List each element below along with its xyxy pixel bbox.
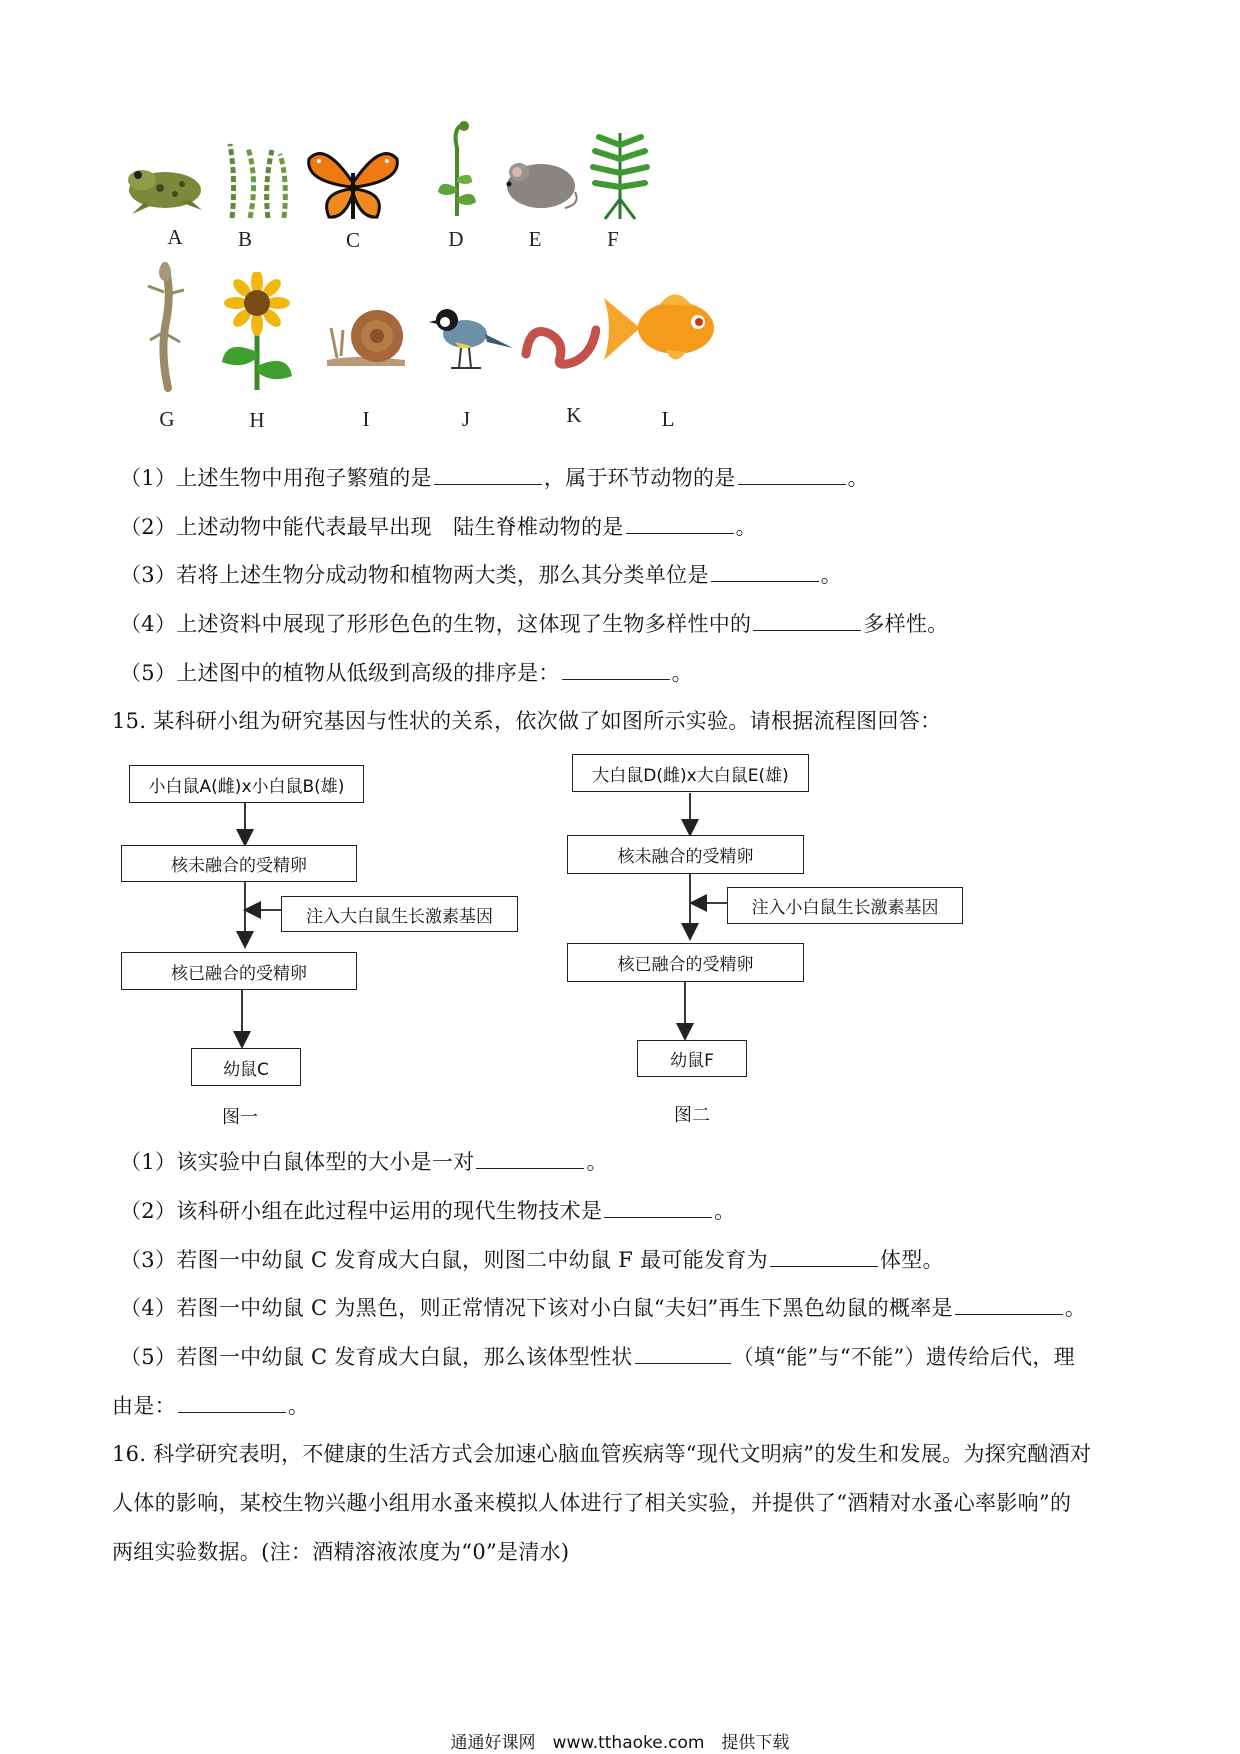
fig2-caption: 图二 [674,1105,710,1126]
answer-blank[interactable] [178,1390,286,1413]
fig1-box-offspring: 幼鼠C [191,1048,301,1086]
q15-sub2: （2）该科研小组在此过程中运用的现代生物技术是 。 [120,1195,736,1226]
q16-line3: 两组实验数据。(注：酒精溶液浓度为“0”是清水) [112,1540,570,1564]
answer-blank[interactable] [604,1195,712,1218]
fig2-box-parents: 大白鼠D(雌)x大白鼠E(雄) [572,754,809,792]
organism-label: I [362,407,370,431]
q15-sub5-cont: 由是： 。 [112,1390,309,1421]
q16-line2: 人体的影响，某校生物兴趣小组用水蚤来模拟人体进行了相关实验，并提供了“酒精对水蚤心率影响”的 [112,1491,1072,1515]
organism-label: E [528,227,542,251]
q15-sub4: （4）若图一中幼鼠 C 为黑色，则正常情况下该对小白鼠“夫妇”再生下黑色幼鼠的概率是 。 [120,1292,1086,1323]
fig1-caption: 图一 [222,1107,258,1128]
organism-label: L [661,407,675,431]
organism-label: C [345,228,360,252]
fig1-box-unfused-egg: 核未融合的受精卵 [121,845,357,882]
q16-line1: 16. 科学研究表明，不健康的生活方式会加速心脑血管疾病等“现代文明病”的发生和发展。为探究酗酒对 [112,1442,1092,1466]
organism-label: F [607,227,619,251]
q15-stem: 15. 某科研小组为研究基因与性状的关系，依次做了如图所示实验。请根据流程图回答： [112,709,942,733]
fig1-box-fused-egg: 核已融合的受精卵 [121,952,357,990]
q14-sub2: （2）上述动物中能代表最早出现 陆生脊椎动物的是 。 [120,511,757,542]
q15-sub1: （1）该实验中白鼠体型的大小是一对 。 [120,1146,608,1177]
q14-sub1: （1）上述生物中用孢子繁殖的是 ，属于环节动物的是 。 [120,462,869,493]
organism-label: B [237,227,252,251]
fig2-box-offspring: 幼鼠F [637,1040,747,1077]
fig2-box-gene-injection: 注入小白鼠生长激素基因 [727,887,963,924]
q14-sub5: （5）上述图中的植物从低级到高级的排序是： 。 [120,657,693,688]
organism-label: D [448,227,464,251]
organism-label: A [167,225,183,249]
q15-sub5: （5）若图一中幼鼠 C 发育成大白鼠，那么该体型性状 （填“能”与“不能”）遗传给后代，理 [120,1341,1075,1372]
organism-label: H [249,408,265,432]
fig2-box-unfused-egg: 核未融合的受精卵 [567,835,804,874]
organism-label: G [159,407,175,431]
fig1-box-parents: 小白鼠A(雌)x小白鼠B(雄) [129,765,364,803]
answer-blank[interactable] [955,1292,1063,1315]
q14-sub4: （4）上述资料中展现了形形色色的生物，这体现了生物多样性中的 多样性。 [120,608,949,639]
q14-sub3: （3）若将上述生物分成动物和植物两大类，那么其分类单位是 。 [120,559,842,590]
answer-blank[interactable] [635,1341,731,1364]
fig2-box-fused-egg: 核已融合的受精卵 [567,943,804,982]
fig1-box-gene-injection: 注入大白鼠生长激素基因 [281,896,518,932]
answer-blank[interactable] [476,1146,584,1169]
organism-label: K [566,403,582,427]
page-footer: 通通好课网 www.tthaoke.com 提供下载 [450,1733,790,1753]
q15-sub3: （3）若图一中幼鼠 C 发育成大白鼠，则图二中幼鼠 F 最可能发育为 体型。 [120,1244,944,1275]
answer-blank[interactable] [770,1244,878,1267]
organism-label: J [461,407,471,431]
